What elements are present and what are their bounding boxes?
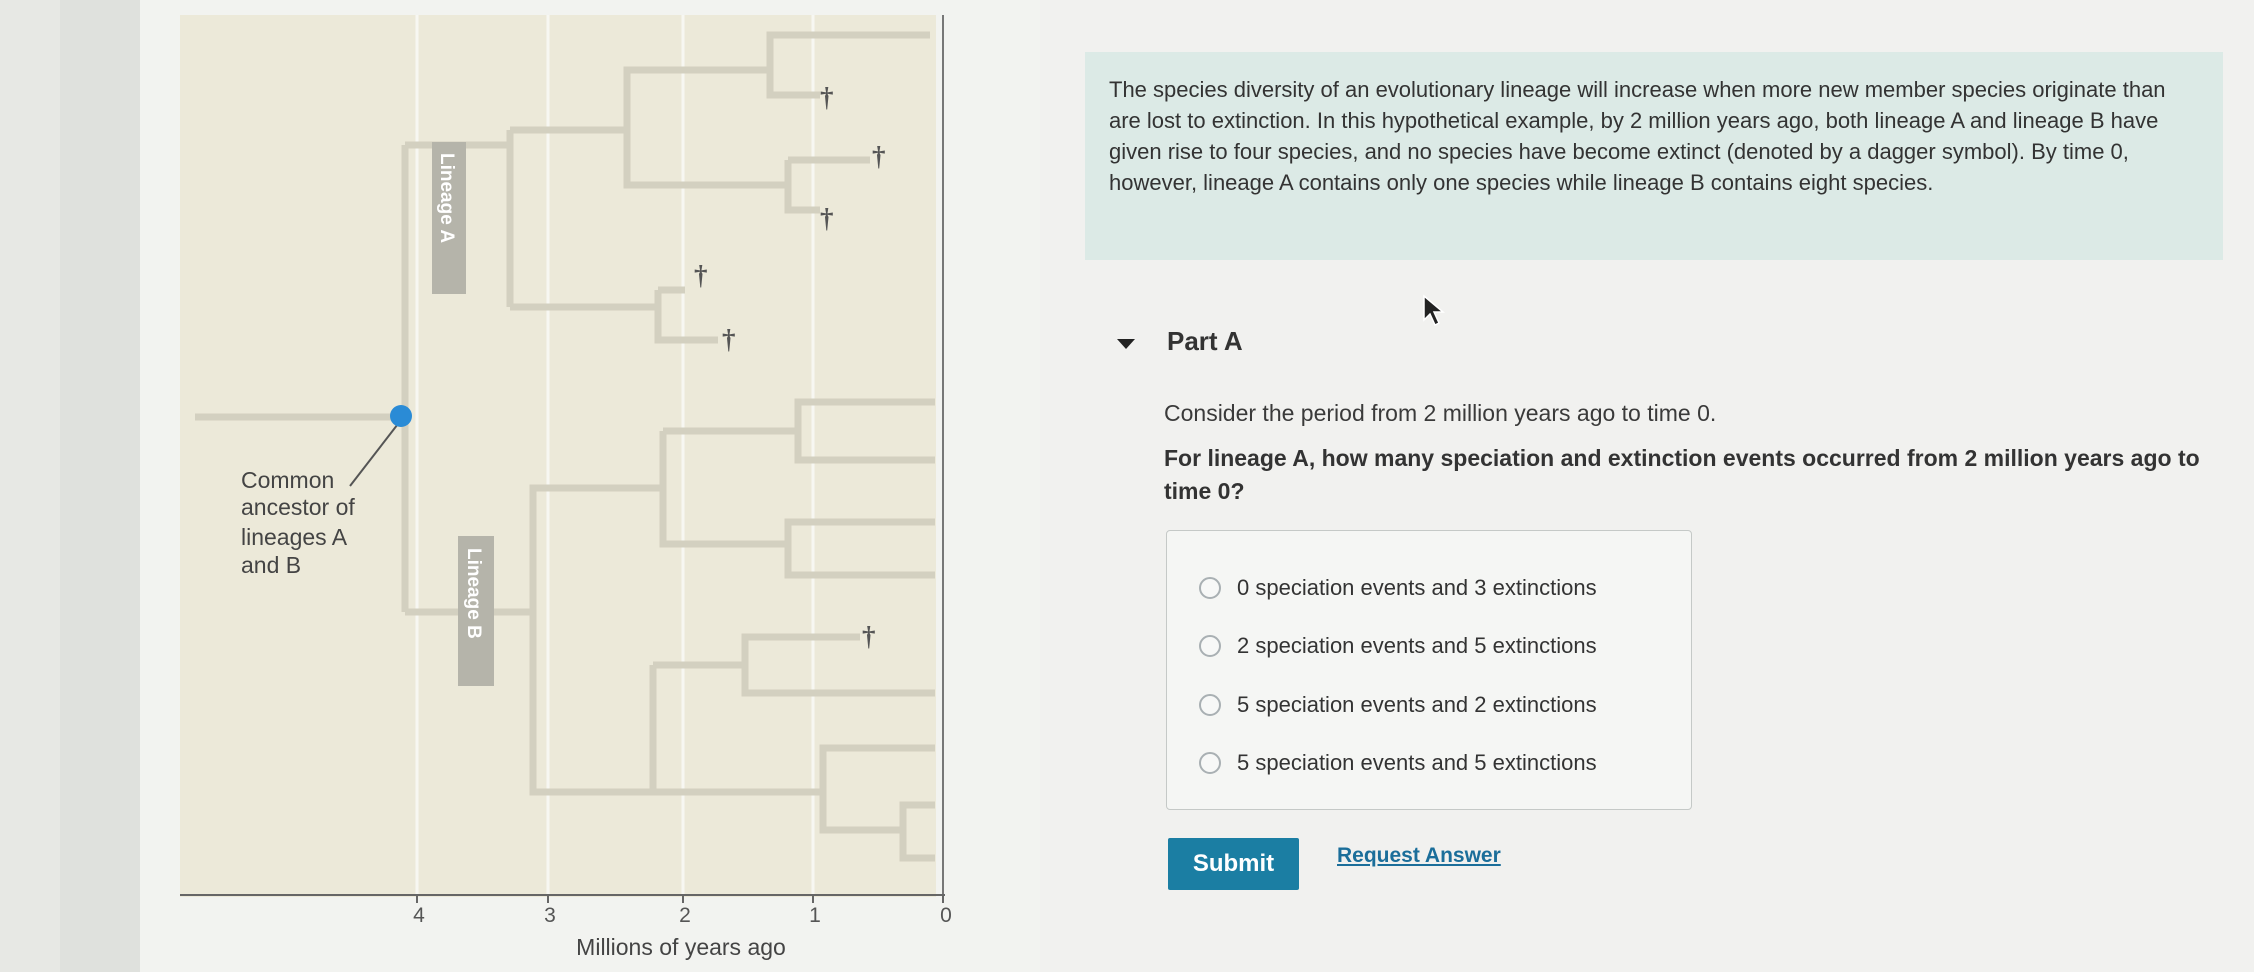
branches xyxy=(195,35,935,858)
tick-label-4: 4 xyxy=(413,904,425,927)
lineage-b-clade-2b xyxy=(788,544,935,575)
intro-box xyxy=(1085,52,2223,260)
part-a-toggle[interactable] xyxy=(1114,332,1138,356)
radio-button[interactable] xyxy=(1199,635,1221,657)
lineage-b-clade-2 xyxy=(788,522,935,544)
ancestor-leader-line xyxy=(350,420,401,486)
lineage-a-upper-clade xyxy=(510,35,930,130)
submit-button[interactable]: Submit xyxy=(1168,838,1299,890)
phylogeny-tree xyxy=(0,0,1040,972)
ancestor-label xyxy=(241,467,355,578)
ancestor-label-line-4: and B xyxy=(241,552,302,578)
option-label: 0 speciation events and 3 extinctions xyxy=(1237,575,1597,600)
dagger-4: † xyxy=(694,260,708,290)
ancestor-label-line-1: Common xyxy=(241,467,335,493)
dagger-2: † xyxy=(872,141,886,171)
lineage-b-lower-stem xyxy=(533,612,653,792)
ancestor-label-line-3: lineages A xyxy=(241,524,348,550)
option-1[interactable] xyxy=(1199,571,1597,605)
axis-tick-marks xyxy=(417,895,943,903)
mouse-cursor-icon xyxy=(1422,294,1448,328)
dagger-5: † xyxy=(722,324,736,354)
lineage-b-clade-4c xyxy=(903,830,935,858)
tick-label-2: 2 xyxy=(679,904,691,927)
lineage-a-upper-lower-stem xyxy=(627,130,788,185)
option-label: 2 speciation events and 5 extinctions xyxy=(1237,633,1597,658)
tick-label-3: 3 xyxy=(544,904,556,927)
lineage-b-clade-4 xyxy=(653,748,935,792)
lineage-b-clade-4b xyxy=(823,792,935,830)
option-label: 5 speciation events and 5 extinctions xyxy=(1237,750,1597,775)
question-context: Consider the period from 2 million years ago to time 0. xyxy=(1164,400,1717,426)
axis-title: Millions of years ago xyxy=(576,934,786,960)
lineage-b-clade-1 xyxy=(663,402,935,431)
radio-button[interactable] xyxy=(1199,577,1221,599)
dagger-3: † xyxy=(820,203,834,233)
option-4[interactable] xyxy=(1199,746,1597,780)
dagger-1: † xyxy=(820,82,834,112)
axis-tick-labels xyxy=(413,904,952,927)
lineage-b-stem xyxy=(405,488,663,612)
lineage-a-lower-clade xyxy=(658,290,718,340)
ancestor-label-line-2: ancestor of xyxy=(241,494,355,520)
intro-text: The species diversity of an evolutionary lineage will increase when more new member species originate than are lost to extinction. In this hypothetical example, by 2 million years ago, both lineage A and lineage B have given rise to four species, and no species have become extinct (denoted by a dagger symbol). By time 0, however, lineage A contains only one species while lineage B contains eight species. xyxy=(1109,77,2166,195)
request-answer-link[interactable]: Request Answer xyxy=(1337,844,1501,867)
lineage-a-branch-extinct-3 xyxy=(788,160,820,210)
tick-label-0: 0 xyxy=(940,904,952,927)
radio-button[interactable] xyxy=(1199,694,1221,716)
dagger-6: † xyxy=(862,621,876,651)
option-3[interactable] xyxy=(1199,688,1597,722)
caret-down-icon xyxy=(1114,332,1138,356)
ancestor-node xyxy=(390,405,412,427)
lineage-a-label: Lineage A xyxy=(436,153,457,244)
option-label: 5 speciation events and 2 extinctions xyxy=(1237,692,1597,717)
option-2[interactable] xyxy=(1199,629,1597,663)
lineage-b-clade-1b xyxy=(798,431,935,460)
answer-options xyxy=(1166,530,1692,810)
lineage-b-label: Lineage B xyxy=(463,548,484,639)
question-prompt: For lineage A, how many speciation and extinction events occurred from 2 million years ago to time 0? xyxy=(1164,445,2200,504)
tick-label-1: 1 xyxy=(809,904,821,927)
lineage-b-clade-3b xyxy=(745,665,935,693)
radio-button[interactable] xyxy=(1199,752,1221,774)
part-title[interactable]: Part A xyxy=(1167,326,1243,356)
